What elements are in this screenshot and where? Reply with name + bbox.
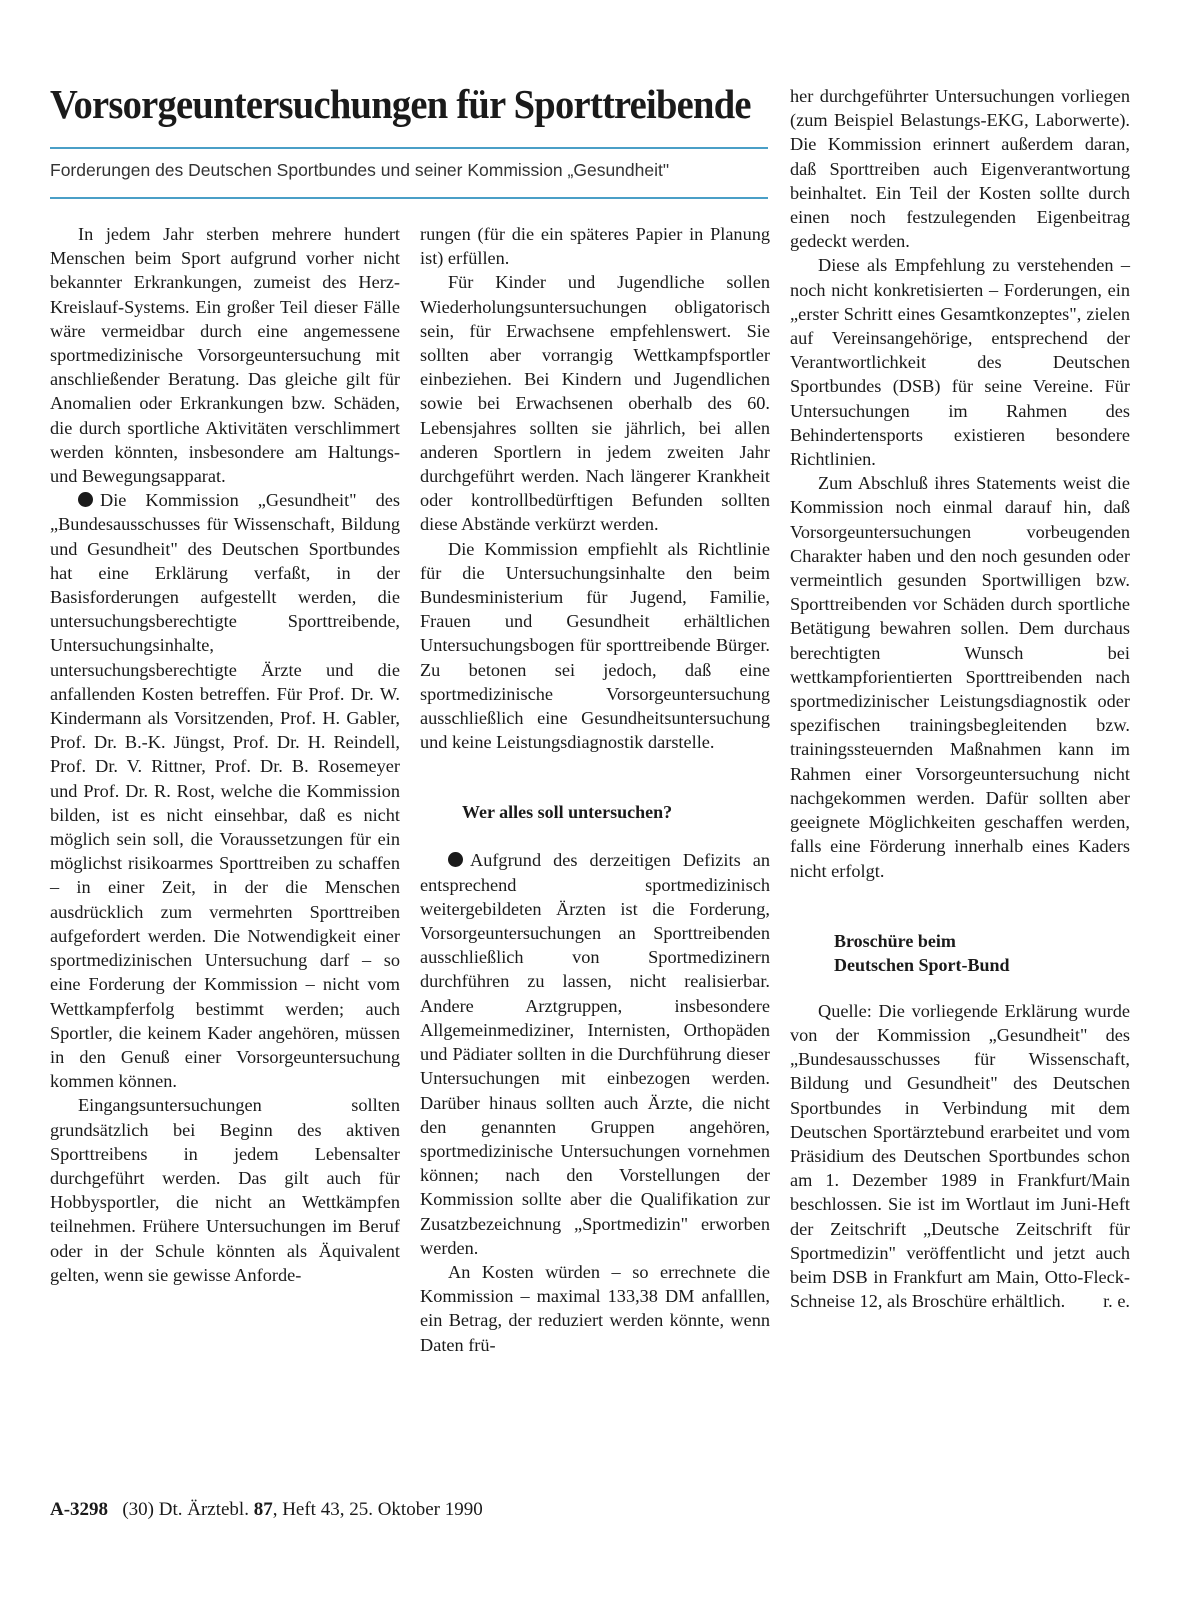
paragraph: Zum Abschluß ihres Statements weist die Kommission noch einmal darauf hin, daß Vorsorgeuntersuchungen vorbeugenden Charakter haben und den noch gesunden oder vermeintlich gesunden Sportwilligen bzw. Sporttreibenden vor Schäden durch sportliche Betätigung bewahren sollen. Dem durchaus berechtigten Wunsch bei wettkampforientierten Sporttreibenden nach sportmedizinischer Leistungsdiagnostik oder spezifischen trainingsbegleitenden bzw. trainingssteuernden Maßnahmen kann im Rahmen einer Vorsorgeuntersuchung nicht nachgekommen werden. Dafür sollten aber geeignete Möglichkeiten geschaffen werden, falls eine Förderung innerhalb eines Kaders nicht erfolgt. [790,473,1130,881]
issue-date: , Heft 43, 25. Oktober 1990 [272,1499,483,1520]
page-footer [50,1498,483,1522]
text-column-3 [790,84,1130,1313]
volume-number: 87 [253,1499,273,1520]
author-signature: r. e. [1103,1291,1130,1312]
bullet-icon [78,492,93,507]
text-column-1 [50,222,400,1287]
subtitle-rule [50,197,768,199]
paragraph: In jedem Jahr sterben mehrere hundert Menschen beim Sport aufgrund vorher nicht bekannter Erkrankungen, zumeist des Herz-Kreislauf-Systems. Ein großer Teil dieser Fälle wäre vermeidbar durch eine angemessene sportmedizinische Vorsorgeuntersuchung mit anschließender Beratung. Das gleiche gilt für Anomalien oder Erkrankungen bzw. Schäden, die durch sportliche Aktivitäten verschlimmert werden könnten, insbesondere am Haltungs- und Bewegungsapparat. [50,224,400,487]
paragraph-text: Aufgrund des derzeitigen Defizits an entsprechend sportmedizinisch weitergebildeten Ärzten ist die Forderung, Vorsorgeuntersuchungen an Sporttreibenden ausschließlich von Sportmedizinern durchführen zu lassen, nicht realisierbar. Andere Arztgruppen, insbesondere Allgemeinmediziner, Internisten, Orthopäden und Pädiater sollten in die Durchführung dieser Untersuchungen mit einbezogen werden. Darüber hinaus sollten auch Ärzte, die nicht den genannten Gruppen angehören, sportmedizinische Untersuchungen vornehmen können; nach den Vorstellungen der Kommission sollte aber die Qualifikation zur Zusatzbezeichnung „Sportmedizin" erworben werden. [420,850,770,1258]
title-rule [50,147,768,149]
paragraph: Diese als Empfehlung zu verstehenden – noch nicht konkretisierten – Forderungen, ein „erster Schritt eines Gesamtkonzeptes", zielen auf Vereinsangehörige, entsprechend der Verantwortlichkeit des Deutschen Sportbundes (DSB) für seine Vereine. Für Untersuchungen im Rahmen des Behindertensports existieren besondere Richtlinien. [790,255,1130,470]
paragraph [50,488,400,1093]
paragraph: An Kosten würden – so errechnete die Kommission – maximal 133,38 DM anfalllen, ein Betrag, der reduziert werden könnte, wenn Daten frü- [420,1261,770,1355]
text-column-2 [420,222,770,1357]
section-heading: Wer alles soll untersuchen? [462,802,673,823]
journal-citation: (30) Dt. Ärztebl. [122,1499,249,1520]
paragraph-text: Die Kommission „Gesundheit" des „Bundesausschusses für Wissenschaft, Bildung und Gesundheit" des Deutschen Sportbundes hat eine Erklärung verfaßt, in der Basisforderungen aufgestellt werden, die untersuchungsberechtigte Sporttreibende, Untersuchungsinhalte, untersuchungsberechtigte Ärzte und die anfallenden Kosten betreffen. Für Prof. Dr. W. Kindermann als Vorsitzenden, Prof. H. Gabler, Prof. Dr. B.-K. Jüngst, Prof. Dr. H. Reindell, Prof. Dr. V. Rittner, Prof. Dr. B. Rosemeyer und Prof. Dr. R. Rost, welche die Kommission bilden, ist es nicht einsehbar, daß es nicht möglich sein soll, die Voraussetzungen für ein möglichst risikoarmes Sporttreiben zu schaffen – in einer Zeit, in der die Menschen ausdrücklich zum vermehrten Sporttreiben aufgefordert werden. Die Notwendigkeit einer sportmedizinischen Untersuchung darf – so eine Forderung der Kommission – nicht vom Wettkampferfolg bestimmt werden; auch Sportler, die keinem Kader angehören, müssen in den Genuß einer Vorsorgeuntersuchung kommen können. [50,490,400,1092]
paragraph [790,999,1130,1314]
article-title: Vorsorgeuntersuchungen für Sporttreibende [50,81,751,127]
paragraph: her durchgeführter Untersuchungen vorliegen (zum Beispiel Belastungs-EKG, Laborwerte). Die Kommission erinnert außerdem daran, daß Sporttreiben auch Eigenverantwortung beinhaltet. Ein Teil der Kosten sollte durch einen noch festzulegenden Eigenbeitrag gedeckt werden. [790,86,1130,252]
paragraph: rungen (für die ein späteres Papier in Planung ist) erfüllen. [420,224,770,269]
article-subtitle: Forderungen des Deutschen Sportbundes und seiner Kommission „Gesundheit" [50,160,670,180]
paragraph: Die Kommission empfiehlt als Richtlinie für die Untersuchungsinhalte den beim Bundesministerium für Jugend, Familie, Frauen und Gesundheit erhältlichen Untersuchungsbogen für sporttreibende Bürger. Zu betonen sei jedoch, daß eine sportmedizinische Vorsorgeuntersuchung ausschließlich eine Gesundheitsuntersuchung und keine Leistungsdiagnostik darstelle. [420,538,770,753]
section-heading-line-2: Deutschen Sport-Bund [834,954,1010,975]
paragraph: Eingangsuntersuchungen sollten grundsätzlich bei Beginn des aktiven Sporttreibens in jedem Lebensalter durchgeführt werden. Das gilt auch für Hobbysportler, die nicht an Wettkämpfen teilnehmen. Frühere Untersuchungen im Beruf oder in der Schule könnten als Äquivalent gelten, wenn sie gewisse Anforde- [50,1095,400,1285]
bullet-icon [448,852,463,867]
page-code: A-3298 [50,1499,109,1520]
paragraph-text: Quelle: Die vorliegende Erklärung wurde von der Kommission „Gesundheit" des „Bundesausschusses für Wissenschaft, Bildung und Gesundheit" des Deutschen Sportbundes in Verbindung mit dem Deutschen Sportärztebund erarbeitet und vom Präsidium des Deutschen Sportbundes schon am 1. Dezember 1989 in Frankfurt/Main beschlossen. Sie ist im Wortlaut im Juni-Heft der Zeitschrift „Deutsche Zeitschrift für Sportmedizin" veröffentlicht und jetzt auch beim DSB in Frankfurt am Main, Otto-Fleck-Schneise 12, als Broschüre erhältlich. [790,1000,1130,1312]
section-heading-line-1: Broschüre beim [834,930,956,951]
section-heading [790,929,1130,977]
paragraph: Für Kinder und Jugendliche sollen Wiederholungsuntersuchungen obligatorisch sein, für Erwachsene empfehlenswert. Sie sollten aber vorrangig Wettkampfsportler einbeziehen. Bei Kindern und Jugendlichen sowie bei Erwachsenen oberhalb des 60. Lebensjahres sollten sie jährlich, bei allen anderen Sportlern in jedem zweiten Jahr durchgeführt werden. Nach längerer Krankheit oder kontrollbedürftigen Befunden sollten diese Abstände verkürzt werden. [420,272,770,535]
paragraph [420,848,770,1259]
